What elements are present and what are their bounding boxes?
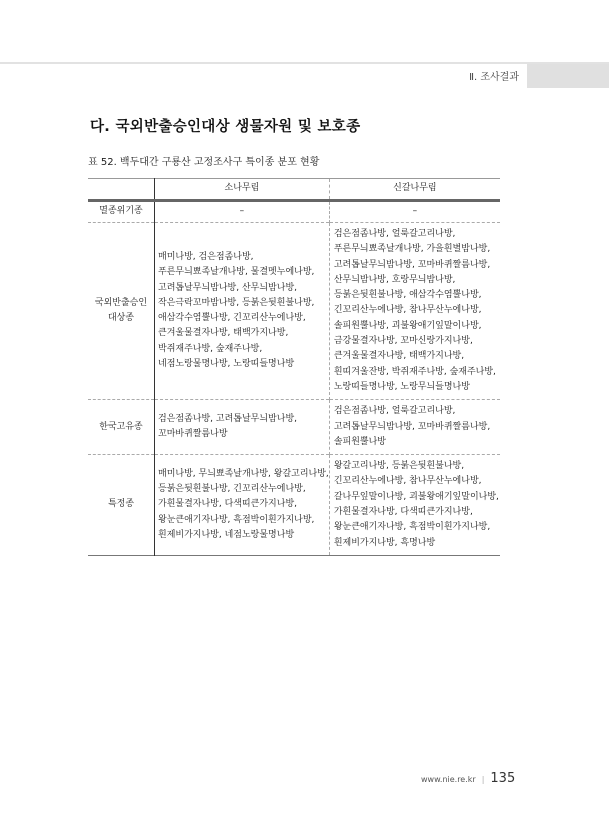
cell-line: 큰겨울물결자나방, 태백가지나방,: [333, 351, 465, 362]
cell-line: 특정종: [107, 499, 135, 510]
cell-line: 왕눈큰애기자나방, 흑점박이흰가지나방,: [333, 522, 491, 533]
pine-cell: [155, 455, 330, 556]
oak-cell: [329, 223, 500, 400]
header-rule: [0, 62, 609, 64]
cell-line: 가흰물결자나방, 다색띠큰가지나방,: [333, 507, 473, 518]
chapter-label: Ⅱ. 조사결과: [469, 72, 519, 83]
footer-url: www.nie.re.kr: [421, 775, 476, 784]
table-header-row: [88, 179, 500, 201]
cell-line: 고려톱날무늬밤나방, 꼬마바퀴짤름나방,: [333, 421, 491, 432]
cell-line: 검은점좀나방, 얼룩갈고리나방,: [333, 229, 456, 239]
table-row: [88, 201, 500, 223]
cell-line: 솔피원뿔나방, 괴불왕애기잎말이나방,: [333, 320, 482, 331]
cell-line: 가흰물결자나방, 다색띠큰가지나방,: [158, 499, 297, 510]
oak-cell: [329, 455, 500, 556]
cell-line: 매미나방, 무늬뾰족날개나방, 왕갈고리나방,: [158, 468, 329, 479]
oak-cell: [329, 201, 500, 223]
cell-line: 왕눈큰애기자나방, 흑점박이흰가지나방,: [158, 514, 315, 525]
cell-line: 멸종위기종: [99, 206, 143, 217]
cell-line: 등붉은뒷흰불나방, 긴꼬리산누에나방,: [158, 484, 306, 495]
cell-line: 흰띠겨울잔방, 박쥐재주나방, 숲재주나방,: [333, 366, 496, 377]
cell-line: 푸른무늬뾰족날개나방, 물결멧누에나방,: [158, 267, 315, 278]
oak-cell: [329, 400, 500, 455]
cell-line: 노랑띠들명나방, 노랑무늬들명나방: [333, 381, 470, 392]
cell-line: –: [412, 206, 418, 217]
page-footer: [421, 771, 515, 786]
cell-line: 고려톱날무늬밤나방, 꼬마바퀴짤름나방,: [333, 259, 491, 270]
cell-line: 갈나무잎말이나방, 괴불왕애기잎말이나방,: [333, 491, 499, 502]
section-title: 다. 국외반출승인대상 생물자원 및 보호종: [90, 119, 361, 135]
cell-line: 대상종: [107, 313, 135, 324]
cell-line: 왕갈고리나방, 등붉은뒷흰불나방,: [333, 461, 465, 472]
cell-line: 한국고유종: [99, 421, 143, 432]
cell-line: 꼬마바퀴짤름나방: [158, 429, 228, 440]
cell-line: 푸른무늬뾰족날개나방, 가을흰별밤나방,: [333, 244, 491, 255]
cell-line: 매미나방, 검은점좀나방,: [158, 251, 254, 262]
category-cell: [88, 223, 155, 400]
category-cell: [88, 400, 155, 455]
cell-line: 금강물결자나방, 꼬마신랑가지나방,: [333, 336, 473, 347]
cell-line: 솔피원뿔나방: [333, 436, 386, 447]
cell-line: 긴꼬리산누에나방, 참나무산누에나방,: [333, 476, 482, 487]
cell-line: 작은극락꼬마밤나방, 등붉은뒷흰불나방,: [158, 297, 315, 308]
pine-cell: [155, 400, 330, 455]
cell-line: 네점노랑물명나방, 노랑띠들명나방: [158, 359, 295, 370]
cell-line: 등붉은뒷흰불나방, 애삼각수염뿔나방,: [333, 290, 482, 301]
page-number: 135: [490, 771, 516, 786]
category-cell: [88, 201, 155, 223]
table-row: [88, 455, 500, 556]
cell-line: 흰제비가지나방, 흑명나방: [333, 537, 436, 548]
pine-cell: [155, 223, 330, 400]
category-cell: [88, 455, 155, 556]
cell-line: 흰제비가지나방, 네점노랑물명나방: [158, 529, 295, 540]
header-cell-empty: [88, 179, 155, 201]
species-table: [88, 178, 500, 556]
table-row: [88, 223, 500, 400]
cell-line: 검은점좀나방, 고려톱날무늬밤나방,: [158, 413, 297, 424]
cell-line: 국외반출승인: [94, 297, 148, 308]
cell-line: 고려톱날무늬밤나방, 산무늬밤나방,: [158, 282, 297, 293]
pine-cell: [155, 201, 330, 223]
footer-separator: |: [481, 775, 485, 784]
cell-line: 애삼각수염뿔나방, 긴꼬리산누에나방,: [158, 313, 306, 324]
cell-line: –: [239, 206, 245, 217]
cell-line: 검은점좀나방, 얼룩갈고리나방,: [333, 406, 456, 417]
cell-line: 산무늬밤나방, 호랑무늬밤나방,: [333, 274, 456, 285]
cell-line: 큰겨울물결자나방, 태백가지나방,: [158, 328, 289, 339]
header-cell-pine: 소나무림: [155, 179, 330, 201]
chapter-tab: [527, 64, 609, 88]
header-cell-oak: 신갈나무림: [329, 179, 500, 201]
cell-line: 박쥐재주나방, 숲재주나방,: [158, 343, 263, 354]
table-row: [88, 400, 500, 455]
cell-line: 긴꼬리산누에나방, 참나무산누에나방,: [333, 305, 482, 316]
table-caption: 표 52. 백두대간 구룡산 고정조사구 특이종 분포 현황: [88, 157, 320, 168]
